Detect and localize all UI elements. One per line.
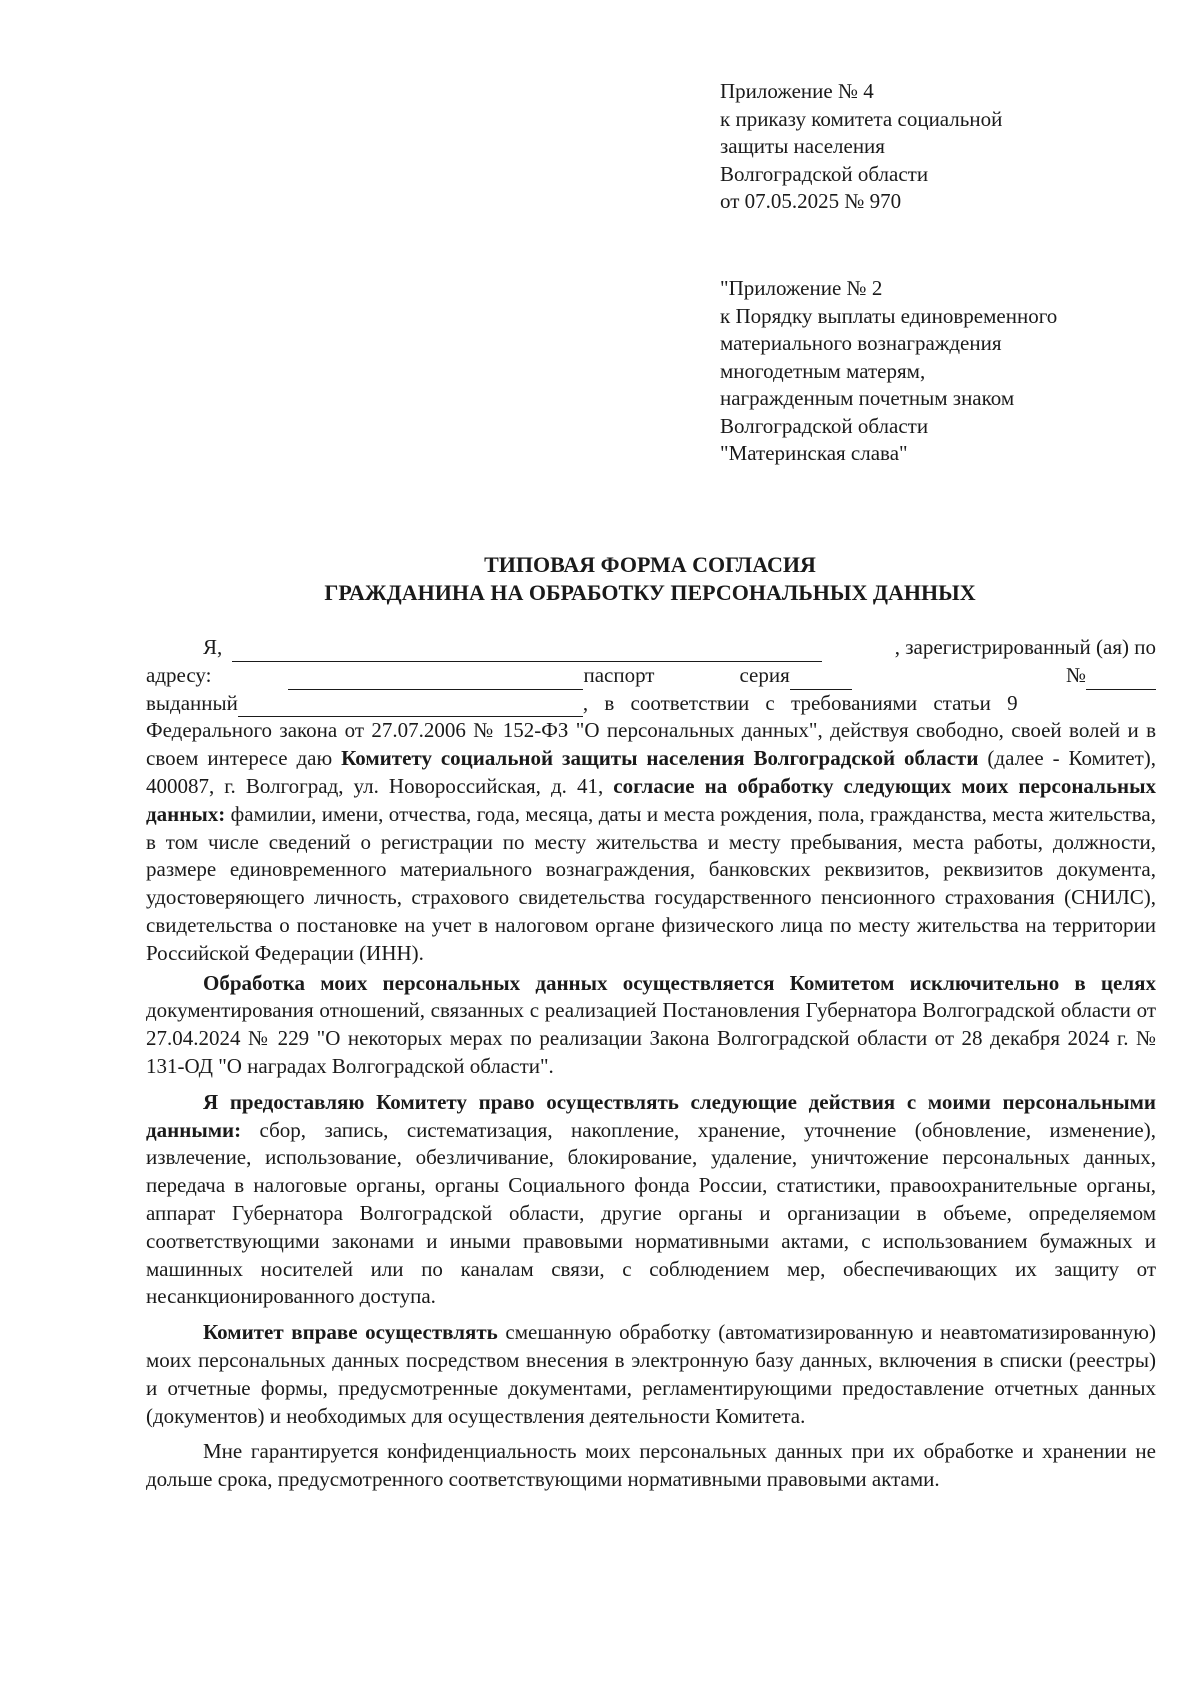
form-label-address: адресу: xyxy=(146,662,212,687)
form-line-name xyxy=(146,634,1156,662)
consent-bold: согласие на обработку следующих моих персональных данных: xyxy=(146,773,1156,826)
paragraph-purpose: Обработка моих персональных данных осуществляется Комитетом исключительно в целях документирования отношений, связанных с реализацией Постановления Губернатора Волгоградской области от 27.04.2024 № 229 "О некоторых мерах по реализации Закона Волгоградской области от 28 декабря 2024 г. № 131-ОД "О наградах Волгоградской области". xyxy=(146,970,1156,1078)
form-line-address xyxy=(146,662,1156,690)
paragraph-consent: Федерального закона от 27.07.2006 № 152-ФЗ "О персональных данных", действуя свободно, своей волей и в своем интересе даю Комитету социальной защиты населения Волгоградской области (далее - Комитет), 400087, г. Волгоград, ул. Новороссийская, д. 41, согласие на обработку следующих моих персональных данных: фамилии, имени, отчества, года, месяца, даты и места рождения, пола, гражданства, места жительства, в том числе сведений о регистрации по месту жительства и месту пребывания, места работы, должности, размере единовременного материального вознаграждения, банковских реквизитов, реквизитов документа, удостоверяющего личность, страхового свидетельства государственного пенсионного страхования (СНИЛС), свидетельства о постановке на учет в налоговом органе физического лица по месту жительства на территории Российской Федерации (ИНН). xyxy=(146,718,1156,965)
document-body xyxy=(146,634,1156,1494)
paragraph-confidentiality: Мне гарантируется конфиденциальность моих персональных данных при их обработке и хранении не дольше срока, предусмотренного соответствующими нормативными правовыми актами. xyxy=(146,1439,1156,1492)
appendix-4-line: от 07.05.2025 № 970 xyxy=(720,189,902,213)
document-title xyxy=(140,551,1160,607)
passport-series-field[interactable] xyxy=(790,669,852,690)
form-label-number: № xyxy=(1065,662,1086,687)
appendix-2-line: многодетным матерям, xyxy=(720,358,926,383)
title-line-2: ГРАЖДАНИНА НА ОБРАБОТКУ ПЕРСОНАЛЬНЫХ ДАННЫХ xyxy=(324,580,976,605)
committee-name-bold: Комитету социальной защиты населения Волгоградской области xyxy=(341,746,979,771)
form-label-registered: , зарегистрированный (ая) по xyxy=(894,635,1156,659)
passport-number-field[interactable] xyxy=(1086,669,1156,690)
appendix-4-header xyxy=(720,78,1002,216)
paragraph-processing: Комитет вправе осуществлять смешанную обработку (автоматизированную и неавтоматизированную) моих персональных данных посредством внесения в электронную базу данных, включения в списки (реестры) и отчетные формы, предусмотренные документами, регламентирующими предоставление отчетных данных (документов) и необходимых для осуществления деятельности Комитета. xyxy=(146,1320,1156,1428)
appendix-2-line: к Порядку выплаты единовременного xyxy=(720,303,1058,328)
form-label-series: серия xyxy=(739,662,790,687)
issued-by-field[interactable] xyxy=(238,696,583,717)
name-field[interactable] xyxy=(232,641,822,662)
appendix-2-line: материального вознаграждения xyxy=(720,331,1002,355)
form-label-per: , в соответствии с требованиями статьи 9 xyxy=(582,690,1018,715)
appendix-2-line: "Материнская слава" xyxy=(720,441,908,465)
paragraph-actions: Я предоставляю Комитету право осуществлять следующие действия с моими персональными данными: сбор, запись, систематизация, накопление, хранение, уточнение (обновление, изменение), извлечение, использование, обезличивание, блокирование, удаление, уничтожение персональных данных, передача в налоговые органы, органы Социального фонда России, статистики, правоохранительные органы, аппарат Губернатора Волгоградской области, другие органы и организации в объеме, определяемом соответствующими законами и иными правовыми нормативными актами, с использованием бумажных и машинных носителей или по каналам связи, с соблюдением мер, обеспечивающих их защиту от несанкционированного доступа. xyxy=(146,1089,1156,1309)
appendix-2-header xyxy=(720,275,1057,468)
address-field[interactable] xyxy=(288,669,583,690)
appendix-4-line: к приказу комитета социальной xyxy=(720,106,1003,131)
title-line-1: ТИПОВАЯ ФОРМА СОГЛАСИЯ xyxy=(484,552,816,577)
appendix-4-line: Волгоградской области xyxy=(720,161,929,186)
appendix-2-line: Волгоградской области xyxy=(720,413,929,438)
appendix-4-line: Приложение № 4 xyxy=(720,79,874,103)
form-label-passport: паспорт xyxy=(583,662,655,687)
appendix-4-line: защиты населения xyxy=(720,134,885,158)
form-label-i: Я, xyxy=(203,635,223,659)
appendix-2-line: награжденным почетным знаком xyxy=(720,386,1015,410)
form-label-issued: выданный xyxy=(146,690,238,715)
appendix-2-line: "Приложение № 2 xyxy=(720,276,883,300)
form-line-issued xyxy=(146,690,1156,718)
